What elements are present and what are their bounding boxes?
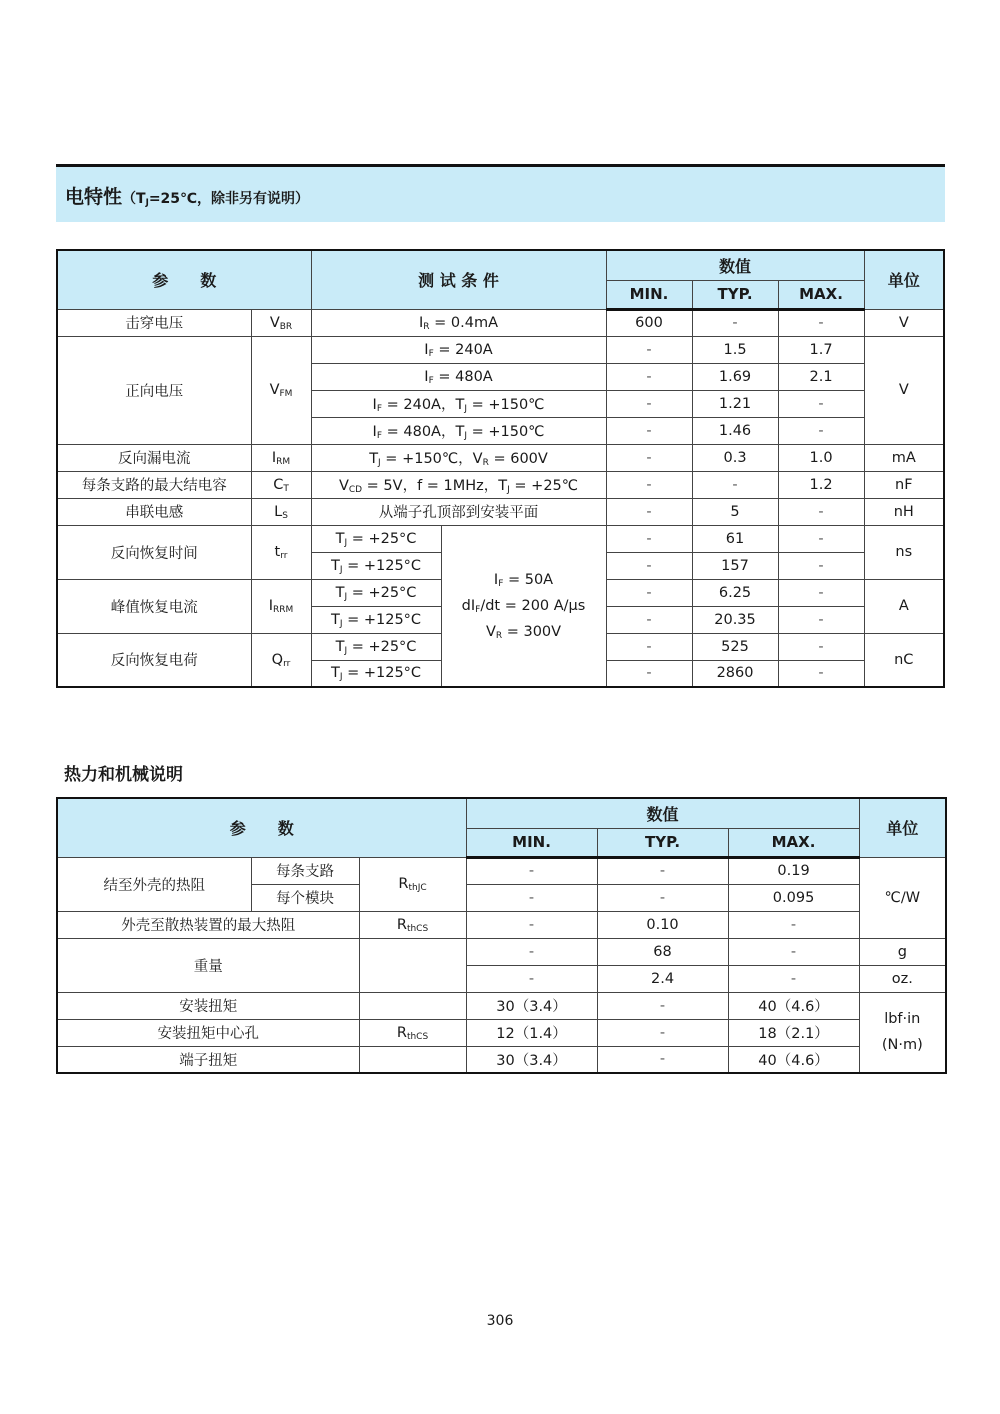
sub-param-cell: 每条支路 (251, 857, 359, 884)
typ-cell: 20.35 (692, 606, 778, 633)
typ-cell: 0.10 (597, 911, 728, 938)
typ-cell: 2860 (692, 660, 778, 687)
table-row (57, 471, 944, 498)
header-min: MIN. (606, 280, 692, 309)
max-cell: - (778, 309, 864, 336)
unit-cell: nF (864, 471, 944, 498)
typ-cell: - (597, 1019, 728, 1046)
table-row (57, 857, 946, 884)
table-row (57, 444, 944, 471)
table-row (57, 992, 946, 1019)
cond-cell: $I_F = 480A$ (311, 363, 606, 390)
min-cell: - (606, 363, 692, 390)
unit-primary: lbf·in (884, 1011, 921, 1028)
typ-cell: 68 (597, 938, 728, 965)
min-cell: - (606, 606, 692, 633)
recovery-cond-cell: $I_F = 50A$ $dI_F/dt = 200$ A/μs $V_R = 300V$ (441, 525, 606, 687)
param-cell: 端子扭矩 (57, 1046, 359, 1073)
max-cell: - (778, 525, 864, 552)
min-cell: - (606, 579, 692, 606)
section-condition: （$T_J=25℃$，除非另有说明） (122, 191, 309, 209)
symbol-cell: $V_{BR}$ (251, 309, 311, 336)
typ-cell: 1.5 (692, 336, 778, 363)
typ-cell: - (692, 471, 778, 498)
max-cell: - (778, 498, 864, 525)
min-cell: - (466, 938, 597, 965)
max-cell: 40（4.6） (728, 992, 859, 1019)
min-cell: - (606, 552, 692, 579)
min-cell: - (606, 660, 692, 687)
param-cell: 正向电压 (57, 336, 251, 444)
typ-cell: 1.46 (692, 417, 778, 444)
min-cell: - (466, 965, 597, 992)
thermal-mechanical-table (56, 797, 947, 1074)
section-title-text: 电特性 (65, 186, 123, 208)
unit-cell: oz. (859, 965, 946, 992)
param-cell: 每条支路的最大结电容 (57, 471, 251, 498)
symbol-cell: $Q_{rr}$ (251, 633, 311, 687)
typ-cell: 2.4 (597, 965, 728, 992)
section2-title: 热力和机械说明 (64, 765, 183, 785)
param-cell: 峰值恢复电流 (57, 579, 251, 633)
unit-cell: V (864, 309, 944, 336)
cond-cell: $I_F = 240A$，$T_J$ = +150℃ (311, 390, 606, 417)
cond-cell: $V_{CD} = 5V$，f = 1MHz，$T_J$ = +25℃ (311, 471, 606, 498)
min-cell: - (606, 444, 692, 471)
typ-cell: 1.69 (692, 363, 778, 390)
header-unit: 单位 (859, 798, 946, 857)
section-title-bar (56, 164, 945, 222)
param-cell: 串联电感 (57, 498, 251, 525)
param-cell: 反向恢复时间 (57, 525, 251, 579)
unit-cell: ns (864, 525, 944, 579)
symbol-cell: $R_{thJC}$ (359, 857, 466, 911)
max-cell: 18（2.1） (728, 1019, 859, 1046)
header-max: MAX. (728, 828, 859, 857)
header-min: MIN. (466, 828, 597, 857)
max-cell: - (728, 911, 859, 938)
max-cell: 40（4.6） (728, 1046, 859, 1073)
unit-secondary: (N·m) (881, 1037, 923, 1054)
max-cell: 1.0 (778, 444, 864, 471)
symbol-cell: $I_{RM}$ (251, 444, 311, 471)
symbol-cell: $I_{RRM}$ (251, 579, 311, 633)
cond-cell: 从端子孔顶部到安装平面 (311, 498, 606, 525)
max-cell: - (778, 606, 864, 633)
min-cell: - (606, 390, 692, 417)
symbol-cell: $R_{thCS}$ (359, 911, 466, 938)
param-cell: 击穿电压 (57, 309, 251, 336)
table-row (57, 1046, 946, 1073)
param-cell: 安装扭矩中心孔 (57, 1019, 359, 1046)
symbol-cell: $V_{FM}$ (251, 336, 311, 444)
max-cell: - (778, 417, 864, 444)
typ-cell: 1.21 (692, 390, 778, 417)
min-cell: 600 (606, 309, 692, 336)
unit-cell (859, 992, 946, 1073)
header-values: 数值 (466, 798, 859, 828)
unit-cell: ℃/W (859, 857, 946, 938)
unit-cell: mA (864, 444, 944, 471)
cond-cell: $T_J = +25^\circ C$ (311, 579, 441, 606)
table-row (57, 1019, 946, 1046)
typ-cell: - (597, 1046, 728, 1073)
unit-cell: nH (864, 498, 944, 525)
min-cell: - (606, 471, 692, 498)
param-cell: 反向漏电流 (57, 444, 251, 471)
min-cell: - (466, 857, 597, 884)
param-cell: 结至外壳的热阻 (57, 857, 251, 911)
table-row (57, 309, 944, 336)
table-row (57, 938, 946, 965)
max-cell: - (778, 633, 864, 660)
symbol-cell: $L_S$ (251, 498, 311, 525)
symbol-cell (359, 1046, 466, 1073)
header-unit: 单位 (864, 250, 944, 309)
max-cell: 2.1 (778, 363, 864, 390)
header-values: 数值 (606, 250, 864, 280)
min-cell: - (606, 336, 692, 363)
min-cell: - (606, 417, 692, 444)
typ-cell: 525 (692, 633, 778, 660)
max-cell: - (728, 965, 859, 992)
cond-cell: $I_R = 0.4mA$ (311, 309, 606, 336)
max-cell: - (728, 938, 859, 965)
min-cell: - (606, 498, 692, 525)
cond-cell: $T_J = +25^\circ C$ (311, 633, 441, 660)
cond-cell: $T_J$ = +150℃，$V_R = 600V$ (311, 444, 606, 471)
cond-cell: $T_J = +125^\circ C$ (311, 606, 441, 633)
cond-cell: $T_J = +125^\circ C$ (311, 552, 441, 579)
cond-cell: $T_J = +125^\circ C$ (311, 660, 441, 687)
min-cell: 12（1.4） (466, 1019, 597, 1046)
symbol-cell (359, 938, 466, 992)
max-cell: - (778, 552, 864, 579)
table-row (57, 336, 944, 363)
unit-cell: A (864, 579, 944, 633)
typ-cell: 5 (692, 498, 778, 525)
page-number: 306 (486, 1313, 514, 1329)
symbol-cell: $C_T$ (251, 471, 311, 498)
min-cell: - (606, 633, 692, 660)
param-cell: 外壳至散热装置的最大热阻 (57, 911, 359, 938)
symbol-cell: $t_{rr}$ (251, 525, 311, 579)
header-typ: TYP. (597, 828, 728, 857)
min-cell: 30（3.4） (466, 992, 597, 1019)
param-cell: 反向恢复电荷 (57, 633, 251, 687)
typ-cell: 61 (692, 525, 778, 552)
min-cell: - (466, 884, 597, 911)
param-cell: 重量 (57, 938, 359, 992)
typ-cell: - (692, 309, 778, 336)
unit-cell: g (859, 938, 946, 965)
cond-cell: $I_F = 240A$ (311, 336, 606, 363)
cond-cell: $I_F = 480A$，$T_J$ = +150℃ (311, 417, 606, 444)
header-param: 参 数 (57, 798, 466, 857)
symbol-cell (359, 992, 466, 1019)
header-typ: TYP. (692, 280, 778, 309)
table-row (57, 911, 946, 938)
max-cell: 0.19 (728, 857, 859, 884)
table-row (57, 525, 944, 552)
sub-param-cell: 每个模块 (251, 884, 359, 911)
typ-cell: - (597, 857, 728, 884)
symbol-cell: $R_{thCS}$ (359, 1019, 466, 1046)
electrical-characteristics-table (56, 249, 945, 688)
header-test-cond: 测 试 条 件 (311, 250, 606, 309)
max-cell: 0.095 (728, 884, 859, 911)
unit-cell: nC (864, 633, 944, 687)
header-max: MAX. (778, 280, 864, 309)
header-param: 参 数 (57, 250, 311, 309)
typ-cell: - (597, 884, 728, 911)
cond-cell: $T_J = +25^\circ C$ (311, 525, 441, 552)
min-cell: - (606, 525, 692, 552)
typ-cell: - (597, 992, 728, 1019)
param-cell: 安装扭矩 (57, 992, 359, 1019)
max-cell: - (778, 390, 864, 417)
table-row (57, 498, 944, 525)
max-cell: 1.7 (778, 336, 864, 363)
max-cell: 1.2 (778, 471, 864, 498)
section-title (65, 182, 309, 209)
min-cell: - (466, 911, 597, 938)
typ-cell: 157 (692, 552, 778, 579)
unit-cell: V (864, 336, 944, 444)
max-cell: - (778, 660, 864, 687)
typ-cell: 0.3 (692, 444, 778, 471)
max-cell: - (778, 579, 864, 606)
typ-cell: 6.25 (692, 579, 778, 606)
min-cell: 30（3.4） (466, 1046, 597, 1073)
